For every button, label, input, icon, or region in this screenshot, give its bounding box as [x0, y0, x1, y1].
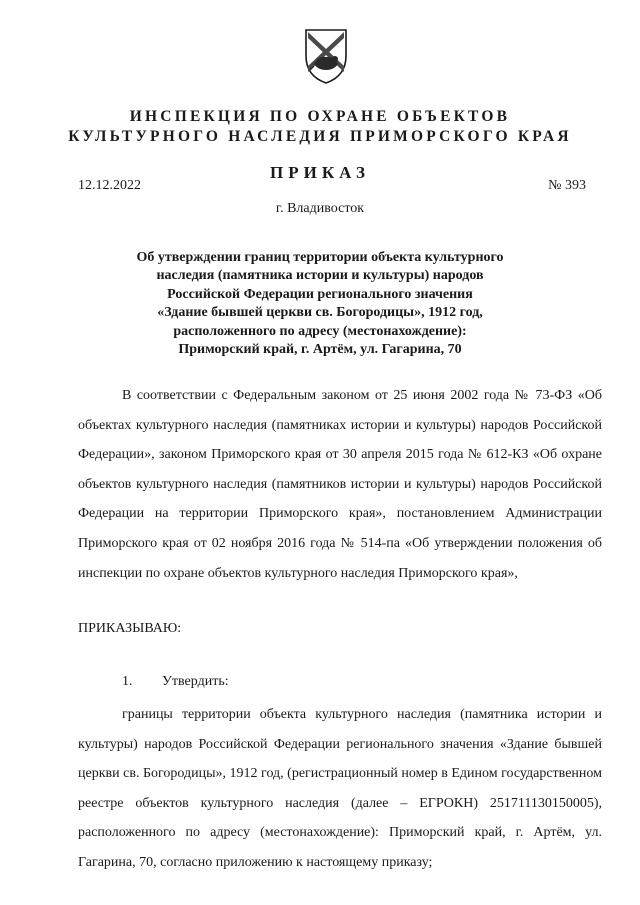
coat-of-arms-emblem [300, 26, 352, 86]
order-heading: ПРИКАЗЫВАЮ: [78, 621, 182, 636]
title-line: расположенного по адресу (местонахождение): [173, 323, 467, 339]
title-line: Об утверждении границ территории объекта культурного [136, 250, 504, 265]
organization-name-line1: ИНСПЕКЦИЯ ПО ОХРАНЕ ОБЪЕКТОВ [129, 108, 511, 125]
item-1-heading [122, 674, 229, 690]
title-line: «Здание бывшей церкви св. Богородицы», 1912 год, [157, 305, 483, 321]
document-type: ПРИКАЗ [270, 163, 370, 182]
document-city: г. Владивосток [275, 201, 365, 216]
item-1-paragraph: границы территории объекта культурного наследия (памятника истории и культуры) народов Российской Федерации регионального значения «Здание бывшей церкви св. Богородицы», 1912 год, (регистрационный номер в Едином государственном реестре объектов культурного наследия (далее – ЕГРОКН) 251711130150005), расположенного по адресу (местонахождение): Приморский край, г. Артём, ул. Гагарина, 70, согласно приложению к настоящему приказу; [78, 707, 602, 870]
organization-name-line2: КУЛЬТУРНОГО НАСЛЕДИЯ ПРИМОРСКОГО КРАЯ [68, 128, 572, 145]
item-1-number: 1. [122, 674, 133, 689]
document-number: № 393 [548, 178, 586, 193]
title-line: наследия (памятника истории и культуры) народов [156, 268, 484, 284]
document-date: 12.12.2022 [78, 178, 141, 193]
title-line: Приморский край, г. Артём, ул. Гагарина, 70 [178, 342, 462, 358]
document-title [120, 249, 520, 359]
item-1-verb: Утвердить: [162, 674, 229, 689]
title-line: Российской Федерации регионального значения [167, 286, 473, 302]
preamble-paragraph: В соответствии с Федеральным законом от 25 июня 2002 года № 73-ФЗ «Об объектах культурного наследия (памятниках истории и культуры) народов Российской Федерации», законом Приморского края от 30 апреля 2015 года № 612-КЗ «Об охране объектов культурного наследия (памятников истории и культуры) народов Российской Федерации на территории Приморского края», постановлением Администрации Приморского края от 02 ноября 2016 года № 514-па «Об утверждении положения об инспекции по охране объектов культурного наследия Приморского края», [78, 388, 602, 581]
